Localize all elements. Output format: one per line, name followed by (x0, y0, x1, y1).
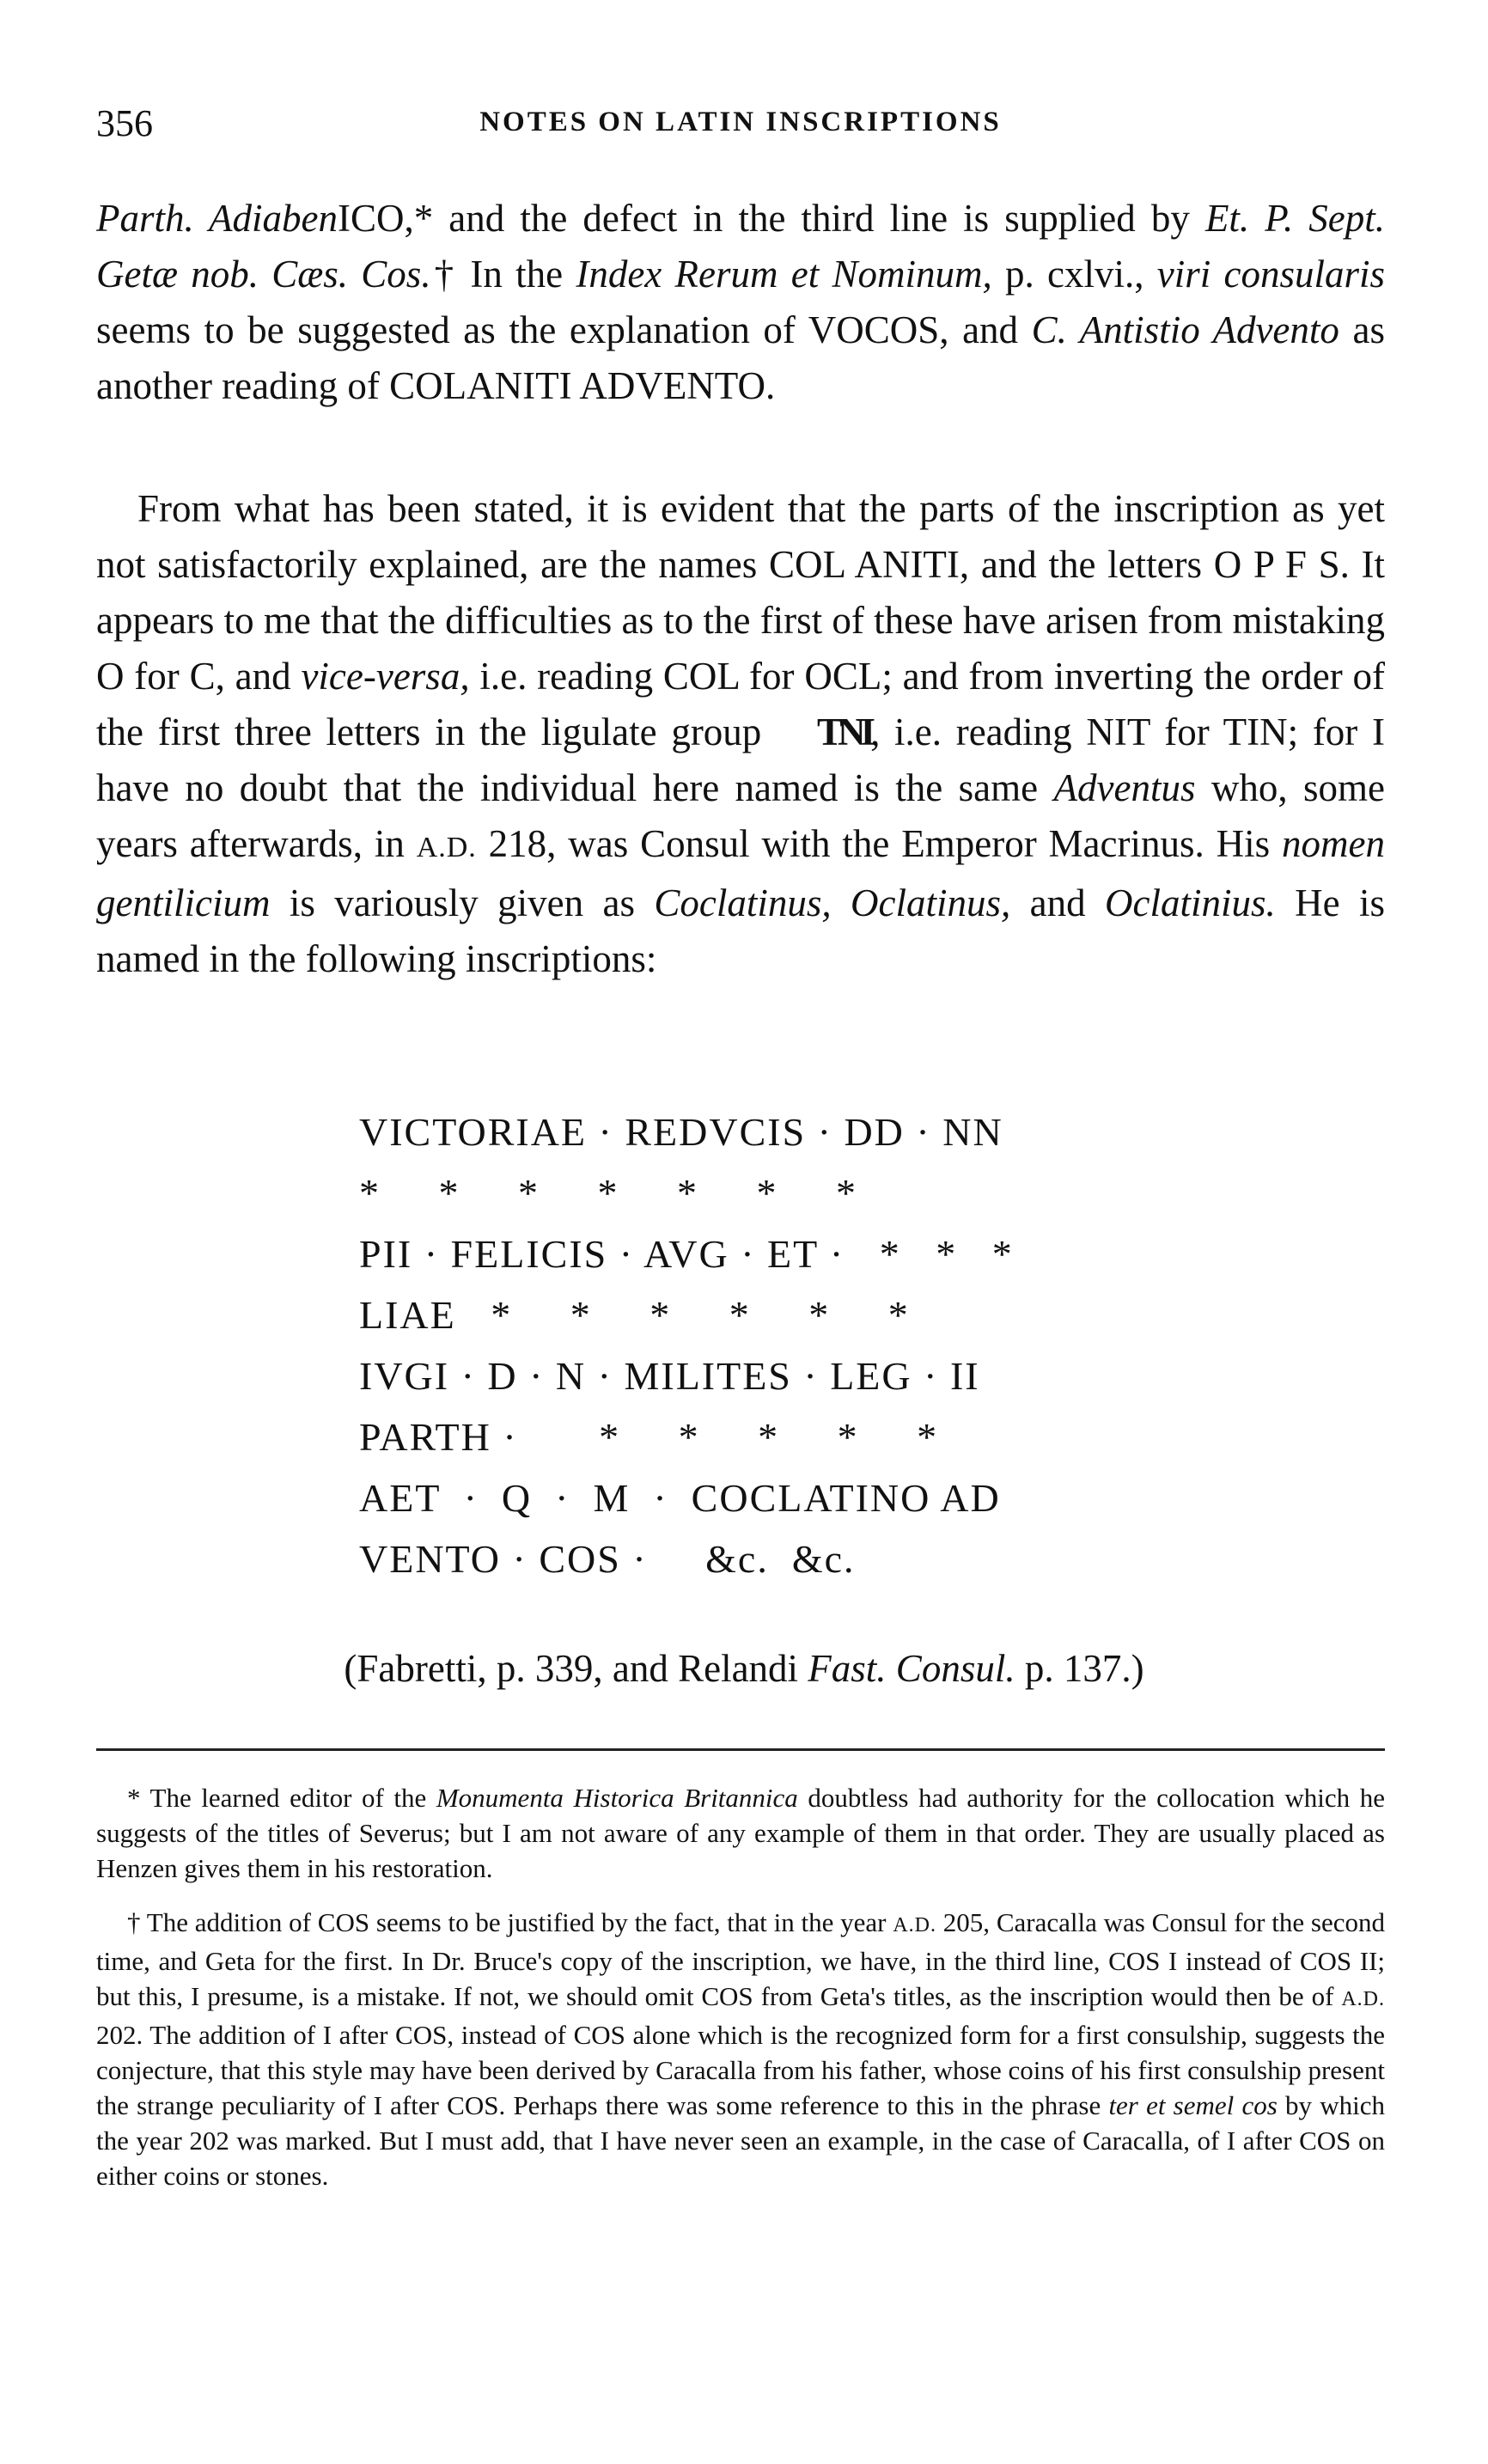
p1-s7: viri consularis (1156, 253, 1385, 296)
fn1-s1: * The learned editor of the (127, 1783, 436, 1813)
p2-s2: vice-versa, (301, 655, 470, 698)
p1-s4: † In the (430, 253, 576, 296)
p2-s14: He is named in the following inscriptions: (96, 881, 1385, 980)
paragraph-2 (96, 481, 1385, 987)
fn2-s1: † The addition of COS seems to be justified by the fact, that in the year (127, 1907, 893, 1937)
p1-s3: Et. P. Sept. Getæ nob. Cæs. Cos. (96, 197, 1386, 296)
inscription-line: IVGI · D · N · MILITES · LEG · II (359, 1354, 980, 1398)
p1-s2: ICO,* and the defect in the third line is supplied by (337, 197, 1205, 240)
fn2-s2: A.D. (893, 1914, 936, 1936)
page-header (96, 101, 1385, 153)
fn2-s6: ter et semel cos (1108, 2090, 1278, 2120)
page-number: 356 (96, 102, 153, 144)
p2-s11: Coclatinus, Oclatinus, (654, 881, 1011, 924)
fn2-s5: 202. The addition of I after COS, instead of COS alone which is the recognized form for a first consulship, suggests the conjecture, that this style may have been derived by Caracalla from his father, whose coins of his first consulship present the strange peculiarity of I after COS. Perhaps there was some reference to this in the phrase (96, 2020, 1385, 2120)
inscription-line: AET · Q · M · COCLATINO AD (359, 1476, 1001, 1520)
p1-s10: as another reading of COLANITI ADVENTO. (96, 308, 1385, 407)
footnote-divider (96, 1748, 1385, 1751)
citation-s3: p. 137.) (1015, 1647, 1144, 1690)
p2-s12: and (1010, 881, 1105, 924)
inscription-block (359, 1101, 1218, 1589)
inscription-citation (0, 1643, 1488, 1694)
paragraph-1 (96, 191, 1385, 414)
p1-s1: Parth. Adiaben (96, 197, 338, 240)
p2-s13: Oclatinius. (1104, 881, 1276, 924)
inscription-line: LIAE * * * * * * (359, 1293, 910, 1337)
inscription-line: PII · FELICIS · AVG · ET · * * * (359, 1232, 1014, 1276)
p2-s10: is variously given as (270, 881, 655, 924)
fn1-s2: Monumenta Historica Britannica (436, 1783, 798, 1813)
p2-s5: Adventus (1053, 766, 1196, 809)
p2-s4: , i.e. reading NIT for TIN; for I have no doubt that the individual here named is the same (96, 711, 1385, 809)
p2-s1: From what has been stated, it is evident that the parts of the inscription as yet not satisfactorily explained, are the names COL ANITI, and the letters O P F S. It appears to me that the difficulties as to the first of these have arisen from mistaking O for C, and (96, 487, 1385, 698)
footnote-1 (96, 1780, 1385, 1886)
p1-s6: p. cxlvi., (991, 253, 1157, 296)
p1-s8: seems to be suggested as the explanation of VOCOS, and (96, 308, 1032, 351)
inscription-line: VICTORIAE · REDVCIS · DD · NN (359, 1110, 1003, 1154)
p2-s9: nomen gentilicium (96, 822, 1385, 924)
inscription-line: PARTH · * * * * * (359, 1415, 939, 1459)
p2-s8: 218, was Consul with the Emperor Macrinus. His (476, 822, 1282, 865)
p1-s5: Index Rerum et Nominum, (576, 253, 992, 296)
running-title: NOTES ON LATIN INSCRIPTIONS (479, 107, 1002, 137)
p1-s9: C. Antistio Advento (1031, 308, 1339, 351)
fn2-s7: by which the year 202 was marked. But I must add, that I have never seen an example, in the case of Caracalla, of I after COS on either coins or stones. (96, 2090, 1386, 2191)
fn1-s3: doubtless had authority for the collocation which he suggests of the titles of Severus; but I am not aware of any example of them in that order. They are usually placed as Henzen gives them in his restoration. (96, 1783, 1385, 1883)
footnote-2 (96, 1905, 1385, 2193)
p2-s6: who, some years afterwards, in (96, 766, 1385, 865)
inscription-line: VENTO · COS · &c. &c. (359, 1537, 856, 1581)
citation-s1: (Fabretti, p. 339, and Relandi (344, 1647, 808, 1690)
p2-s7: A.D. (416, 832, 477, 863)
fn2-s4: A.D. (1341, 1988, 1385, 2010)
footnotes (96, 1780, 1385, 2212)
fn2-s3: 205, Caracalla was Consul for the second time, and Geta for the first. In Dr. Bruce's copy of the inscription, we have, in the third line, COS I instead of COS II; but this, I presume, is a mistake. If not, we should omit COS from Geta's titles, as the inscription would then be of (96, 1907, 1386, 2011)
p2-s3: i.e. reading COL for OCL; and from inverting the order of the first three letters in the ligulate group (96, 655, 1385, 753)
ligature-glyph: TNI (817, 711, 871, 753)
citation-s2: Fast. Consul. (808, 1647, 1015, 1690)
inscription-line: * * * * * * * (359, 1171, 857, 1215)
